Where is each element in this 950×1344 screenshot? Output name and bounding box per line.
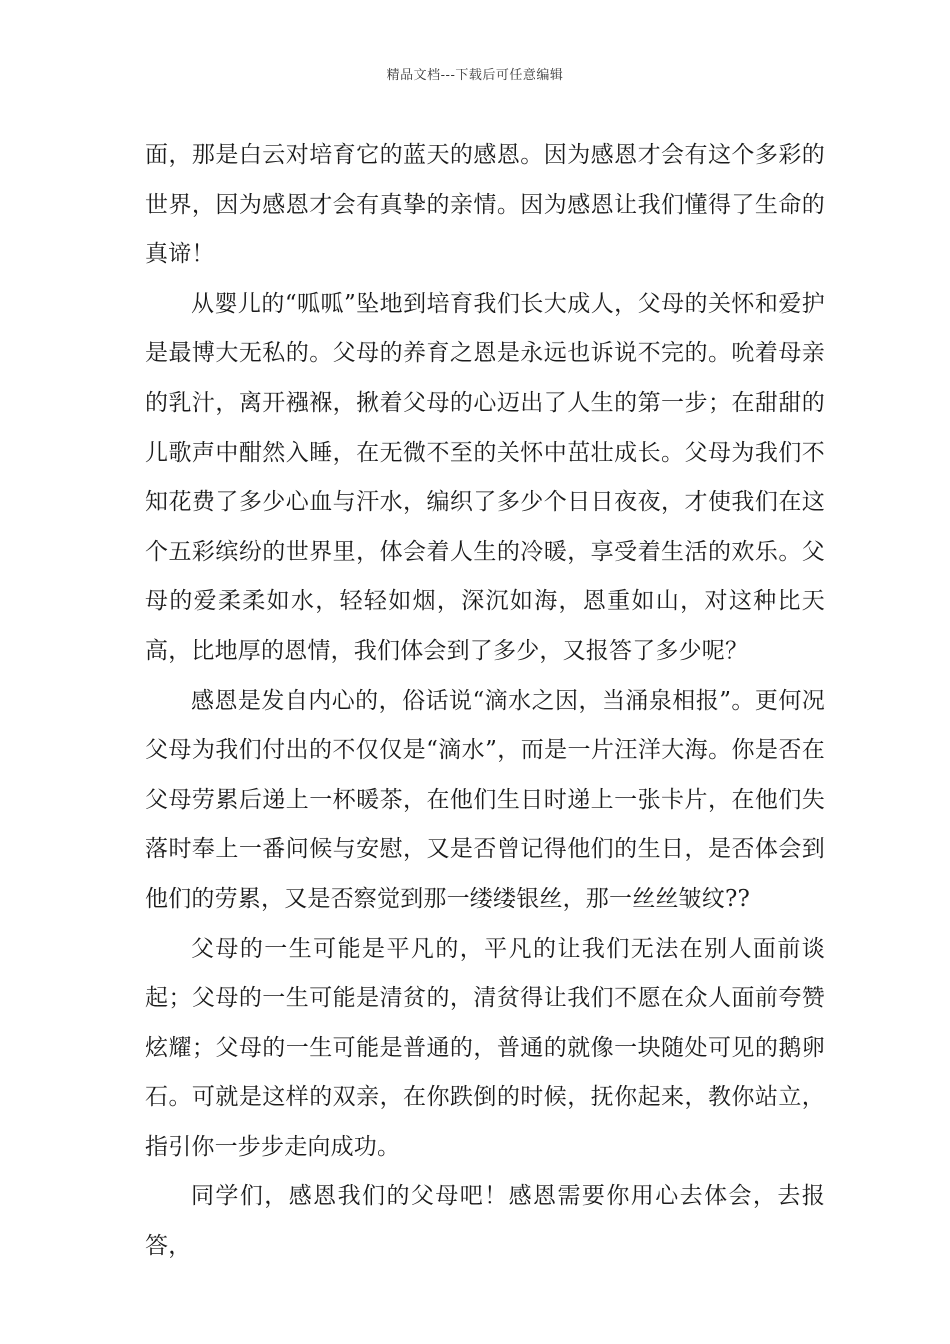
document-body	[145, 131, 825, 1272]
page-header: 精品文档---下载后可任意编辑	[386, 68, 564, 83]
paragraph-2: 从婴儿的“呱呱”坠地到培育我们长大成人，父母的关怀和爱护是最博大无私的。父母的养育之恩是永远也诉说不完的。吮着母亲的乳汁，离开襁褓，揪着父母的心迈出了人生的第一步；在甜甜的儿歌声中酣然入睡，在无微不至的关怀中茁壮成长。父母为我们不知花费了多少心血与汗水，编织了多少个日日夜夜，才使我们在这个五彩缤纷的世界里，体会着人生的冷暖，享受着生活的欢乐。父母的爱柔柔如水，轻轻如烟，深沉如海，恩重如山，对这种比天高，比地厚的恩情，我们体会到了多少，又报答了多少呢？	[145, 290, 825, 664]
paragraph-3: 感恩是发自内心的，俗话说“滴水之因，当涌泉相报”。更何况父母为我们付出的不仅仅是“滴水”，而是一片汪洋大海。你是否在父母劳累后递上一杯暖茶，在他们生日时递上一张卡片，在他们失落时奉上一番问候与安慰，又是否曾记得他们的生日，是否体会到他们的劳累，又是否察觉到那一缕缕银丝，那一丝丝皱纹??	[145, 687, 825, 912]
paragraph-4: 父母的一生可能是平凡的，平凡的让我们无法在别人面前谈起；父母的一生可能是清贫的，清贫得让我们不愿在众人面前夸赞炫耀；父母的一生可能是普通的，普通的就像一块随处可见的鹅卵石。可就是这样的双亲，在你跌倒的时候，抚你起来，教你站立，指引你一步步走向成功。	[145, 935, 825, 1160]
paragraph-5: 同学们，感恩我们的父母吧！感恩需要你用心去体会，去报答，	[145, 1183, 825, 1260]
paragraph-1: 面，那是白云对培育它的蓝天的感恩。因为感恩才会有这个多彩的世界，因为感恩才会有真挚的亲情。因为感恩让我们懂得了生命的真谛！	[145, 142, 825, 268]
